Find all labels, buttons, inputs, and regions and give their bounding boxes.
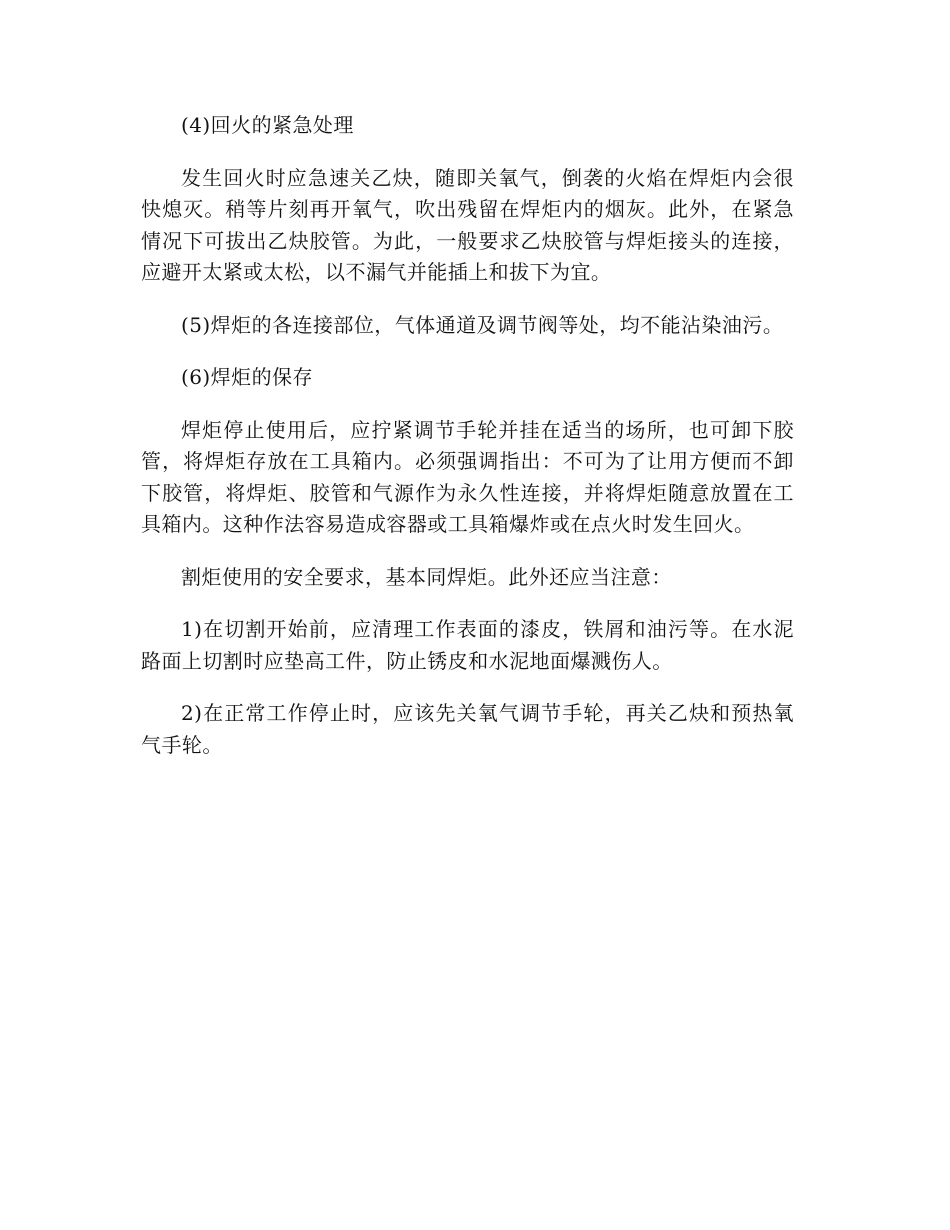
document-body	[141, 110, 794, 782]
paragraph-storage-details: 焊炬停止使用后，应拧紧调节手轮并挂在适当的场所，也可卸下胶管，将焊炬存放在工具箱内。必须强调指出：不可为了让用方便而不卸下胶管，将焊炬、胶管和气源作为永久性连接，并将焊炬随意放置在工具箱内。这种作法容易造成容器或工具箱爆炸或在点火时发生回火。	[141, 417, 794, 536]
list-item-2: 2)在正常工作停止时，应该先关氧气调节手轮，再关乙炔和预热氧气手轮。	[141, 701, 794, 757]
paragraph-backfire-procedure: 发生回火时应急速关乙炔，随即关氧气，倒袭的火焰在焊炬内会很快熄灭。稍等片刻再开氧气，吹出残留在焊炬内的烟灰。此外，在紧急情况下可拔出乙炔胶管。为此，一般要求乙炔胶管与焊炬接头的连接，应避开太紧或太松，以不漏气并能插上和拔下为宜。	[141, 165, 794, 284]
list-item-1: 1)在切割开始前，应清理工作表面的漆皮，铁屑和油污等。在水泥路面上切割时应垫高工件，防止锈皮和水泥地面爆溅伤人。	[141, 617, 794, 673]
subheading-backfire-emergency: (4)回火的紧急处理	[181, 113, 354, 137]
paragraph-connection-parts: (5)焊炬的各连接部位，气体通道及调节阀等处，均不能沾染油污。	[181, 312, 784, 337]
subheading-torch-storage: (6)焊炬的保存	[181, 365, 313, 389]
paragraph-cutting-torch-intro: 割炬使用的安全要求，基本同焊炬。此外还应当注意：	[181, 564, 672, 589]
